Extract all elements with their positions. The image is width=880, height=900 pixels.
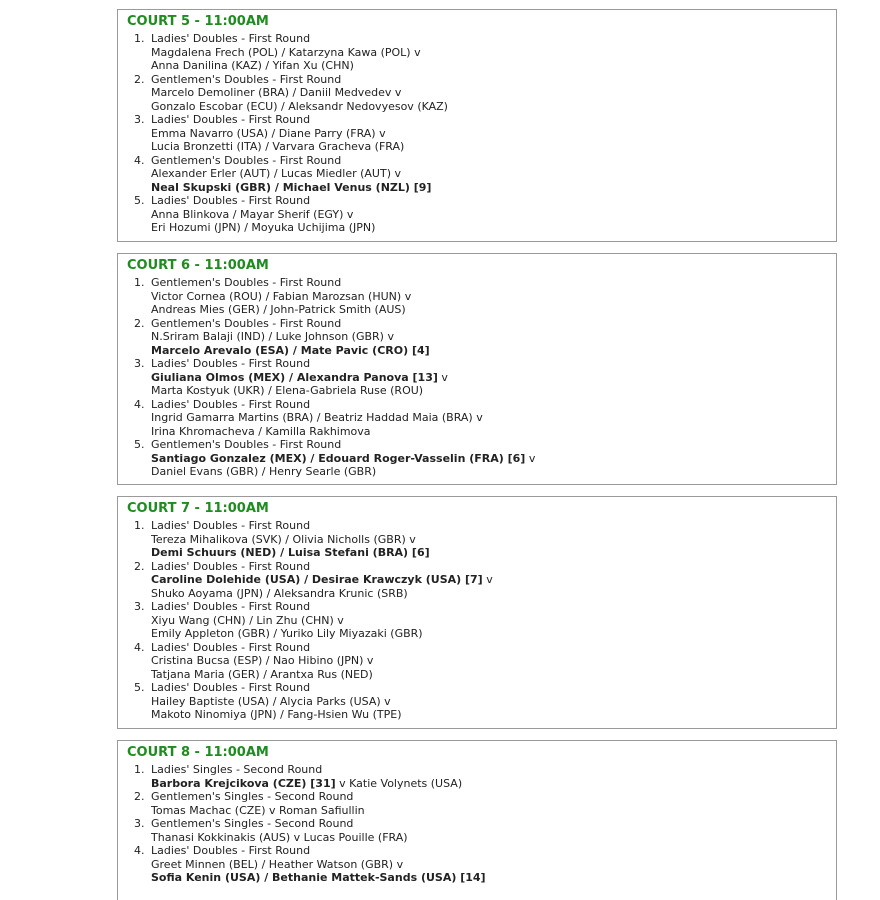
match-event: Gentlemen's Doubles - First Round (151, 72, 342, 86)
match-event: Gentlemen's Doubles - First Round (151, 438, 342, 451)
court-block (117, 496, 837, 729)
team-line-2 (151, 587, 818, 601)
match-event: Ladies' Doubles - First Round (151, 32, 311, 45)
match-number: 3. (134, 113, 145, 126)
team-line-1 (151, 46, 818, 60)
match-number: 4. (134, 153, 145, 167)
match-item (118, 276, 818, 317)
match-item (118, 194, 818, 235)
match-number: 4. (134, 640, 145, 654)
team-line-2 (151, 140, 818, 154)
team-text: Marta Kostyuk (UKR) / Elena-Gabriela Ruse (ROU) (151, 384, 424, 397)
team-text: v Katie Volynets (USA) (335, 776, 463, 790)
team-text: Cristina Bucsa (ESP) / Nao Hibino (JPN) v (151, 654, 374, 667)
team-line-1 (151, 411, 818, 425)
match-event: Gentlemen's Doubles - First Round (151, 316, 342, 330)
team-text: Emily Appleton (GBR) / Yuriko Lily Miyazaki (GBR) (151, 627, 423, 640)
team-text: v (482, 573, 493, 586)
match-item (118, 32, 818, 73)
match-item (118, 641, 818, 682)
team-text: Hailey Baptiste (USA) / Alycia Parks (USA) v (151, 694, 391, 708)
team-text: Tomas Machac (CZE) v Roman Safiullin (151, 803, 365, 817)
team-line-1 (151, 167, 818, 181)
team-text: Alexander Erler (AUT) / Lucas Miedler (AUT) v (151, 167, 401, 180)
match-event: Ladies' Doubles - First Round (151, 844, 311, 857)
match-number: 2. (134, 72, 145, 86)
team-line-1 (151, 573, 818, 587)
match-event: Ladies' Doubles - First Round (151, 559, 311, 573)
match-event: Ladies' Doubles - First Round (151, 681, 311, 694)
match-number: 4. (134, 844, 145, 857)
team-line-2 (151, 384, 818, 398)
team-line-1 (151, 290, 818, 304)
team-line-1 (151, 654, 818, 668)
team-text: Victor Cornea (ROU) / Fabian Marozsan (HUN) v (151, 289, 412, 303)
match-number: 5. (134, 681, 145, 694)
match-number: 2. (134, 559, 145, 573)
match-list (118, 32, 818, 235)
team-text: Marcelo Demoliner (BRA) / Daniil Medvedev v (151, 86, 402, 99)
seeded-team-text: Barbora Krejcikova (CZE) [31] (151, 776, 336, 790)
match-list (118, 276, 818, 479)
team-line-2 (151, 627, 818, 641)
team-text: N.Sriram Balaji (IND) / Luke Johnson (GBR) v (151, 330, 394, 343)
match-list (118, 519, 818, 722)
team-text: Greet Minnen (BEL) / Heather Watson (GBR) v (151, 857, 404, 871)
seeded-team-text: Marcelo Arevalo (ESA) / Mate Pavic (CRO) [4] (151, 343, 430, 357)
match-event: Ladies' Singles - Second Round (151, 763, 323, 776)
team-text: Emma Navarro (USA) / Diane Parry (FRA) v (151, 126, 386, 140)
court-block (117, 9, 837, 242)
match-number: 1. (134, 276, 145, 289)
team-text: Gonzalo Escobar (ECU) / Aleksandr Nedovyesov (KAZ) (151, 99, 448, 113)
match-item (118, 438, 818, 479)
team-text: Daniel Evans (GBR) / Henry Searle (GBR) (151, 465, 377, 478)
team-line-2 (151, 303, 818, 317)
court-title: COURT 6 - 11:00AM (127, 258, 269, 273)
match-event: Ladies' Doubles - First Round (151, 640, 311, 654)
team-line-2 (151, 871, 818, 885)
seeded-team-text: Caroline Dolehide (USA) / Desirae Krawczyk (USA) [7] (151, 573, 483, 586)
seeded-team-text: Giuliana Olmos (MEX) / Alexandra Panova [13] (151, 370, 438, 384)
team-line-2 (151, 425, 818, 439)
match-item (118, 113, 818, 154)
team-text: v (525, 451, 536, 465)
team-line-1 (151, 831, 818, 845)
team-text: Tereza Mihalikova (SVK) / Olivia Nicholls (GBR) v (151, 532, 416, 546)
match-number: 3. (134, 357, 145, 370)
match-number: 2. (134, 316, 145, 330)
match-event: Gentlemen's Doubles - First Round (151, 153, 342, 167)
match-event: Ladies' Doubles - First Round (151, 113, 311, 126)
match-number: 1. (134, 519, 145, 532)
team-line-2 (151, 465, 818, 479)
team-line-1 (151, 858, 818, 872)
match-number: 2. (134, 790, 145, 803)
team-line-1 (151, 533, 818, 547)
match-event: Gentlemen's Doubles - First Round (151, 276, 342, 289)
match-number: 5. (134, 438, 145, 451)
team-line-2 (151, 546, 818, 560)
match-event: Gentlemen's Singles - Second Round (151, 790, 354, 803)
match-number: 1. (134, 32, 145, 45)
seeded-team-text: Neal Skupski (GBR) / Michael Venus (NZL) [9] (151, 180, 432, 194)
team-text: Ingrid Gamarra Martins (BRA) / Beatriz Haddad Maia (BRA) v (151, 411, 483, 424)
team-text: Anna Blinkova / Mayar Sherif (EGY) v (151, 207, 354, 221)
team-line-1 (151, 330, 818, 344)
court-title: COURT 7 - 11:00AM (127, 501, 269, 516)
court-block (117, 253, 837, 485)
match-item (118, 73, 818, 114)
match-number: 4. (134, 397, 145, 411)
team-text: v (437, 370, 448, 384)
seeded-team-text: Santiago Gonzalez (MEX) / Edouard Roger-Vasselin (FRA) [6] (151, 451, 526, 465)
team-line-1 (151, 127, 818, 141)
team-line-1 (151, 614, 818, 628)
match-item (118, 154, 818, 195)
seeded-team-text: Demi Schuurs (NED) / Luisa Stefani (BRA) [6] (151, 546, 430, 559)
match-item (118, 600, 818, 641)
match-item (118, 398, 818, 439)
match-number: 1. (134, 763, 145, 776)
match-list (118, 763, 818, 885)
match-item (118, 790, 818, 817)
match-event: Ladies' Doubles - First Round (151, 194, 311, 207)
match-number: 5. (134, 194, 145, 207)
court-title: COURT 5 - 11:00AM (127, 14, 269, 29)
match-item (118, 357, 818, 398)
team-line-1 (151, 695, 818, 709)
match-item (118, 817, 818, 844)
match-number: 3. (134, 600, 145, 613)
team-line-1 (151, 777, 818, 791)
match-event: Ladies' Doubles - First Round (151, 357, 311, 370)
court-title: COURT 8 - 11:00AM (127, 745, 269, 760)
team-line-1 (151, 86, 818, 100)
team-line-2 (151, 100, 818, 114)
team-text: Anna Danilina (KAZ) / Yifan Xu (CHN) (151, 59, 354, 72)
team-line-1 (151, 804, 818, 818)
team-text: Eri Hozumi (JPN) / Moyuka Uchijima (JPN) (151, 221, 376, 234)
team-text: Makoto Ninomiya (JPN) / Fang-Hsien Wu (TPE) (151, 708, 402, 721)
match-number: 3. (134, 817, 145, 830)
team-text: Xiyu Wang (CHN) / Lin Zhu (CHN) v (151, 613, 344, 627)
match-item (118, 681, 818, 722)
team-text: Lucia Bronzetti (ITA) / Varvara Gracheva (FRA) (151, 140, 405, 153)
team-text: Shuko Aoyama (JPN) / Aleksandra Krunic (SRB) (151, 586, 408, 600)
team-line-1 (151, 371, 818, 385)
team-text: Thanasi Kokkinakis (AUS) v Lucas Pouille (FRA) (151, 830, 408, 844)
team-line-2 (151, 181, 818, 195)
team-line-2 (151, 221, 818, 235)
team-text: Tatjana Maria (GER) / Arantxa Rus (NED) (151, 667, 373, 681)
seeded-team-text: Sofia Kenin (USA) / Bethanie Mattek-Sands (USA) [14] (151, 871, 486, 884)
match-event: Ladies' Doubles - First Round (151, 519, 311, 532)
team-text: Andreas Mies (GER) / John-Patrick Smith (AUS) (151, 303, 406, 316)
team-line-1 (151, 208, 818, 222)
match-item (118, 317, 818, 358)
team-text: Magdalena Frech (POL) / Katarzyna Kawa (POL) v (151, 45, 421, 59)
team-line-2 (151, 344, 818, 358)
court-block (117, 740, 837, 900)
match-item (118, 763, 818, 790)
team-line-1 (151, 452, 818, 466)
match-item (118, 519, 818, 560)
team-text: Irina Khromacheva / Kamilla Rakhimova (151, 424, 371, 438)
match-item (118, 844, 818, 885)
team-line-2 (151, 708, 818, 722)
match-item (118, 560, 818, 601)
team-line-2 (151, 59, 818, 73)
team-line-2 (151, 668, 818, 682)
match-event: Ladies' Doubles - First Round (151, 600, 311, 613)
match-event: Gentlemen's Singles - Second Round (151, 817, 354, 830)
match-event: Ladies' Doubles - First Round (151, 397, 311, 411)
